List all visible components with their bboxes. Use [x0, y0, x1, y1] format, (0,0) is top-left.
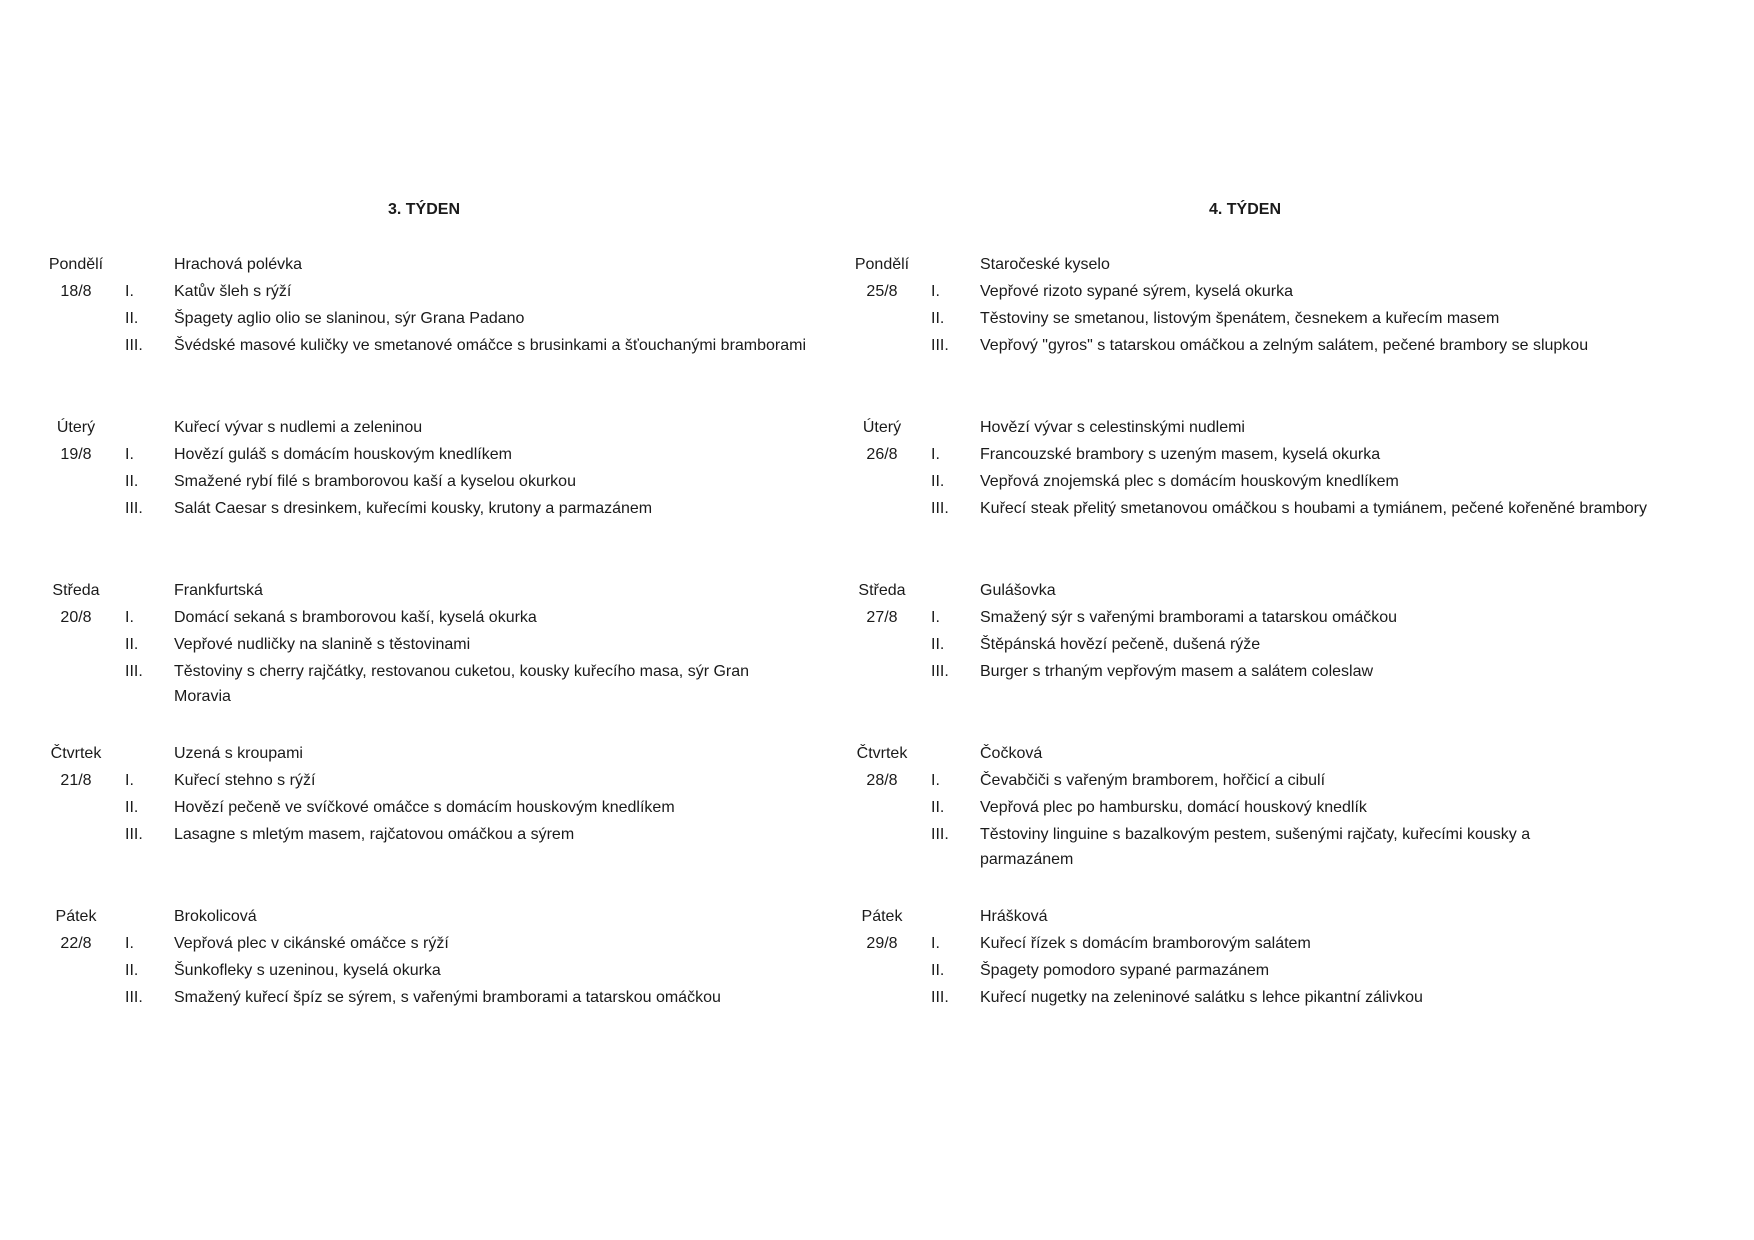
meal-numeral: I.: [125, 935, 134, 952]
meal-text: Vepřový "gyros" s tatarskou omáčkou a zelným salátem, pečené brambory se slupkou: [980, 337, 1589, 354]
day-name: Pondělí: [48, 256, 104, 273]
soup-row: [44, 414, 824, 441]
meal-text: Kuřecí stehno s rýží: [174, 772, 316, 789]
day-date: 27/8: [866, 609, 898, 626]
meal-numeral: I.: [125, 772, 134, 789]
meal-numeral: II.: [931, 799, 945, 816]
day-name: Čtvrtek: [856, 745, 908, 762]
meal-numeral: I.: [125, 283, 134, 300]
soup-row: [850, 414, 1720, 441]
meal-text: Kuřecí nugetky na zeleninové salátku s lehce pikantní zálivkou: [980, 989, 1423, 1006]
day-monday: [850, 251, 1720, 414]
meal-row: [44, 631, 824, 658]
meal-row: [44, 441, 824, 468]
meal-numeral: I.: [931, 772, 940, 789]
day-name: Úterý: [862, 419, 902, 436]
meal-row: [850, 767, 1720, 794]
soup-row: [44, 577, 824, 604]
soup: Uzená s kroupami: [174, 745, 303, 762]
meal-text: Lasagne s mletým masem, rajčatovou omáčkou a sýrem: [174, 826, 575, 843]
soup: Kuřecí vývar s nudlemi a zeleninou: [174, 419, 423, 436]
meal-row: [44, 930, 824, 957]
meal-numeral: I.: [931, 935, 940, 952]
meal-numeral: III.: [931, 500, 949, 517]
soup-row: [850, 251, 1720, 278]
day-tuesday: [44, 414, 824, 577]
day-date: 21/8: [60, 772, 92, 789]
meal-text: Čevabčiči s vařeným bramborem, hořčicí a cibulí: [980, 772, 1326, 789]
meal-row: [850, 957, 1720, 984]
meal-text: Švédské masové kuličky ve smetanové omáčce s brusinkami a šťouchanými bramborami: [174, 337, 807, 354]
meal-row: [850, 441, 1720, 468]
meal-text: Smažené rybí filé s bramborovou kaší a kyselou okurkou: [174, 473, 576, 490]
meal-numeral: III.: [931, 826, 949, 843]
meal-row: [44, 821, 824, 848]
meal-numeral: III.: [125, 826, 143, 843]
meal-numeral: I.: [931, 446, 940, 463]
day-date: 22/8: [60, 935, 92, 952]
meal-row: [850, 631, 1720, 658]
soup: Frankfurtská: [174, 582, 263, 599]
meal-text: Hovězí pečeně ve svíčkové omáčce s domácím houskovým knedlíkem: [174, 799, 675, 816]
meal-row: [44, 332, 824, 359]
meal-numeral: III.: [125, 663, 143, 680]
meal-numeral: II.: [125, 636, 139, 653]
soup-row: [850, 577, 1720, 604]
meal-text: Smažený kuřecí špíz se sýrem, s vařenými bramborami a tatarskou omáčkou: [174, 989, 721, 1006]
day-date: 18/8: [60, 283, 92, 300]
meal-text: Šunkofleky s uzeninou, kyselá okurka: [174, 962, 441, 979]
meal-text: Hovězí guláš s domácím houskovým knedlíkem: [174, 446, 512, 463]
meal-numeral: III.: [125, 500, 143, 517]
meal-text: Špagety pomodoro sypané parmazánem: [980, 962, 1270, 979]
meal-row: [850, 658, 1720, 685]
meal-row: [44, 495, 824, 522]
day-tuesday: [850, 414, 1720, 577]
week-4-days: [850, 251, 1720, 1066]
day-date: 19/8: [60, 446, 92, 463]
day-name: Středa: [52, 582, 100, 599]
day-friday: [44, 903, 824, 1066]
meal-row: [44, 278, 824, 305]
day-date: 20/8: [60, 609, 92, 626]
soup: Brokolicová: [174, 908, 257, 925]
meal-row: [44, 468, 824, 495]
meal-row: [44, 984, 824, 1011]
day-wednesday: [44, 577, 824, 740]
meal-text: Domácí sekaná s bramborovou kaší, kyselá okurka: [174, 609, 537, 626]
meal-row: [44, 305, 824, 332]
soup: Hrachová polévka: [174, 256, 303, 273]
meal-row: [850, 278, 1720, 305]
meal-row: [44, 794, 824, 821]
meal-row: [850, 604, 1720, 631]
meal-numeral: II.: [125, 799, 139, 816]
meal-numeral: II.: [125, 310, 139, 327]
day-monday: [44, 251, 824, 414]
meal-numeral: III.: [931, 663, 949, 680]
day-name: Středa: [858, 582, 906, 599]
day-date: 29/8: [866, 935, 898, 952]
meal-numeral: I.: [125, 609, 134, 626]
soup: Gulášovka: [980, 582, 1056, 599]
week-title: 3. TÝDEN: [387, 201, 460, 218]
soup: Hovězí vývar s celestinskými nudlemi: [980, 419, 1245, 436]
soup-row: [44, 740, 824, 767]
week-title: 4. TÝDEN: [1208, 201, 1281, 218]
meal-text: Katův šleh s rýží: [174, 283, 292, 300]
soup-row: [850, 903, 1720, 930]
meal-numeral: III.: [125, 337, 143, 354]
meal-text: Špagety aglio olio se slaninou, sýr Grana Padano: [174, 310, 525, 327]
meal-text: Vepřová znojemská plec s domácím houskovým knedlíkem: [980, 473, 1399, 490]
day-name: Pátek: [55, 908, 97, 925]
meal-text: Těstoviny linguine s bazalkovým pestem, sušenými rajčaty, kuřecími kousky a parmazánem: [980, 826, 1531, 868]
meal-row: [850, 468, 1720, 495]
meal-numeral: II.: [931, 473, 945, 490]
meal-text: Těstoviny se smetanou, listovým špenátem, česnekem a kuřecím masem: [980, 310, 1500, 327]
meal-row: [44, 658, 824, 705]
meal-numeral: II.: [931, 636, 945, 653]
meal-text: Štěpánská hovězí pečeně, dušená rýže: [980, 636, 1261, 653]
day-friday: [850, 903, 1720, 1066]
soup: Hrášková: [980, 908, 1048, 925]
day-thursday: [850, 740, 1720, 903]
meal-row: [850, 495, 1720, 522]
soup-row: [44, 251, 824, 278]
soup-row: [850, 740, 1720, 767]
meal-numeral: I.: [125, 446, 134, 463]
meal-text: Burger s trhaným vepřovým masem a salátem coleslaw: [980, 663, 1374, 680]
meal-row: [850, 305, 1720, 332]
meal-text: Vepřové rizoto sypané sýrem, kyselá okurka: [980, 283, 1294, 300]
meal-numeral: III.: [931, 989, 949, 1006]
meal-text: Salát Caesar s dresinkem, kuřecími kousky, krutony a parmazánem: [174, 500, 653, 517]
meal-numeral: II.: [931, 310, 945, 327]
week-3-days: [44, 251, 824, 1066]
soup: Staročeské kyselo: [980, 256, 1110, 273]
soup-row: [44, 903, 824, 930]
meal-numeral: III.: [125, 989, 143, 1006]
meal-text: Smažený sýr s vařenými bramborami a tatarskou omáčkou: [980, 609, 1398, 626]
meal-row: [850, 930, 1720, 957]
meal-numeral: II.: [125, 473, 139, 490]
day-date: 28/8: [866, 772, 898, 789]
day-wednesday: [850, 577, 1720, 740]
meal-row: [850, 332, 1720, 359]
meal-numeral: III.: [931, 337, 949, 354]
day-name: Pondělí: [854, 256, 910, 273]
meal-text: Francouzské brambory s uzeným masem, kyselá okurka: [980, 446, 1381, 463]
meal-text: Kuřecí řízek s domácím bramborovým salátem: [980, 935, 1311, 952]
meal-row: [850, 821, 1720, 868]
meal-row: [850, 794, 1720, 821]
soup: Čočková: [980, 745, 1043, 762]
meal-numeral: I.: [931, 609, 940, 626]
day-name: Úterý: [56, 419, 96, 436]
meal-row: [44, 604, 824, 631]
day-thursday: [44, 740, 824, 903]
meal-text: Vepřová plec po hambursku, domácí houskový knedlík: [980, 799, 1367, 816]
meal-row: [850, 984, 1720, 1011]
meal-row: [44, 957, 824, 984]
meal-row: [44, 767, 824, 794]
day-name: Čtvrtek: [50, 745, 102, 762]
day-date: 25/8: [866, 283, 898, 300]
meal-numeral: II.: [125, 962, 139, 979]
meal-text: Kuřecí steak přelitý smetanovou omáčkou s houbami a tymiánem, pečené kořeněné brambory: [980, 500, 1648, 517]
meal-text: Těstoviny s cherry rajčátky, restovanou cuketou, kousky kuřecího masa, sýr Gran Moravia: [174, 663, 750, 705]
meal-text: Vepřová plec v cikánské omáčce s rýží: [174, 935, 449, 952]
meal-numeral: II.: [931, 962, 945, 979]
day-name: Pátek: [861, 908, 903, 925]
meal-text: Vepřové nudličky na slanině s těstovinami: [174, 636, 471, 653]
meal-numeral: I.: [931, 283, 940, 300]
day-date: 26/8: [866, 446, 898, 463]
